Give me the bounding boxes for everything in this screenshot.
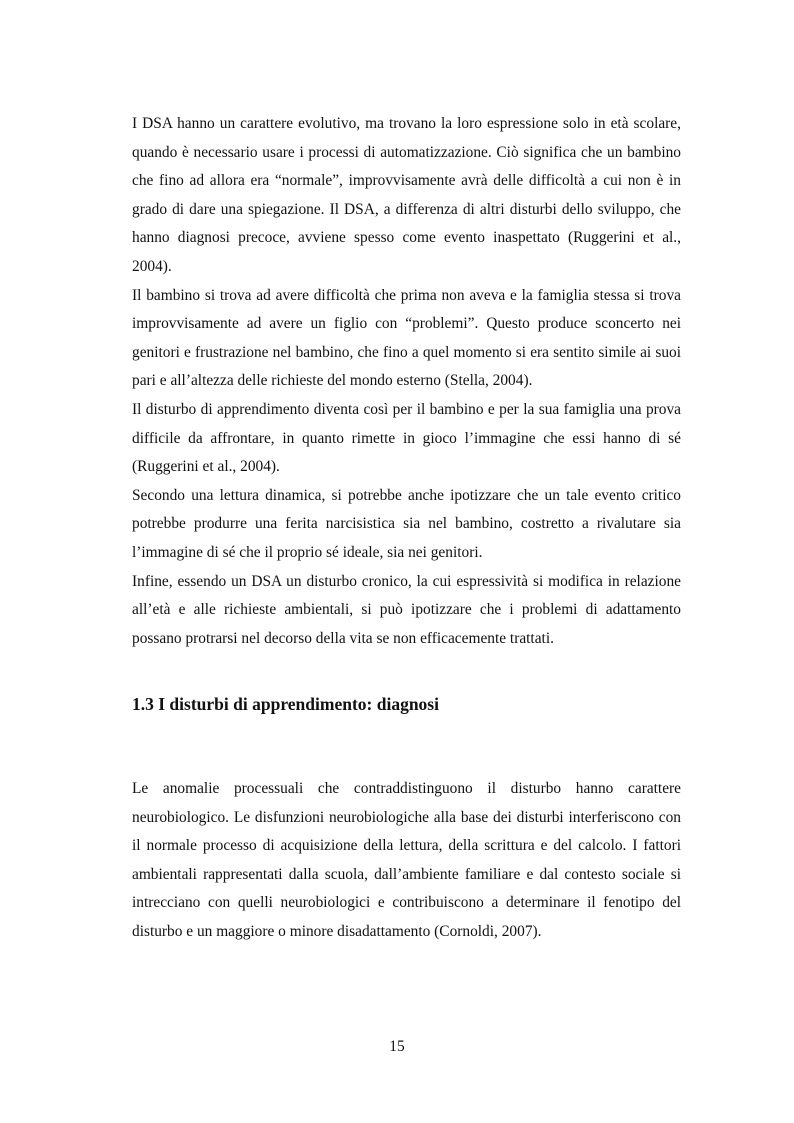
paragraph: Il disturbo di apprendimento diventa così per il bambino e per la sua famiglia una prova difficile da affrontare, in quanto rimette in gioco l’immagine che essi hanno di sé (Ruggerini et al., 2004). [132,400,681,476]
body-text-top [132,110,681,653]
paragraph: Secondo una lettura dinamica, si potrebbe anche ipotizzare che un tale evento critico potrebbe produrre una ferita narcisistica sia nel bambino, costretto a rivalutare sia l’immagine di sé che il proprio sé ideale, sia nei genitori. [132,486,681,561]
paragraph: Il bambino si trova ad avere difficoltà che prima non aveva e la famiglia stessa si trova improvvisamente ad avere un figlio con “problemi”. Questo produce sconcerto nei genitori e frustrazione nel bambino, che fino a quel momento si era sentito simile ai suoi pari e all’altezza delle richieste del mondo esterno (Stella, 2004). [132,286,681,390]
page-number: 15 [389,1038,405,1055]
paragraph: I DSA hanno un carattere evolutivo, ma trovano la loro espressione solo in età scolare, quando è necessario usare i processi di automatizzazione. Ciò significa che un bambino che fino ad allora era “normale”, improvvisamente avrà delle difficoltà a cui non è in grado di dare una spiegazione. Il DSA, a differenza di altri disturbi dello sviluppo, che hanno diagnosi precoce, avviene spesso come evento inaspettato (Ruggerini et al., 2004). [132,115,681,275]
paragraph: Infine, essendo un DSA un disturbo cronico, la cui espressività si modifica in relazione all’età e alle richieste ambientali, si può ipotizzare che i problemi di adattamento possano protrarsi nel decorso della vita se non efficacemente trattati. [132,572,681,647]
section-heading: 1.3 I disturbi di apprendimento: diagnosi [132,694,439,714]
body-text-bottom [132,775,681,947]
paragraph: Le anomalie processuali che contraddistinguono il disturbo hanno carattere neurobiologico. Le disfunzioni neurobiologiche alla base dei disturbi interferiscono con il normale processo di acquisizione della lettura, della scrittura e del calcolo. I fattori ambientali rappresentati dalla scuola, dall’ambiente familiare e dal contesto sociale si intrecciano con quelli neurobiologici e contribuiscono a determinare il fenotipo del disturbo e un maggiore o minore disadattamento (Cornoldi, 2007). [132,780,681,940]
